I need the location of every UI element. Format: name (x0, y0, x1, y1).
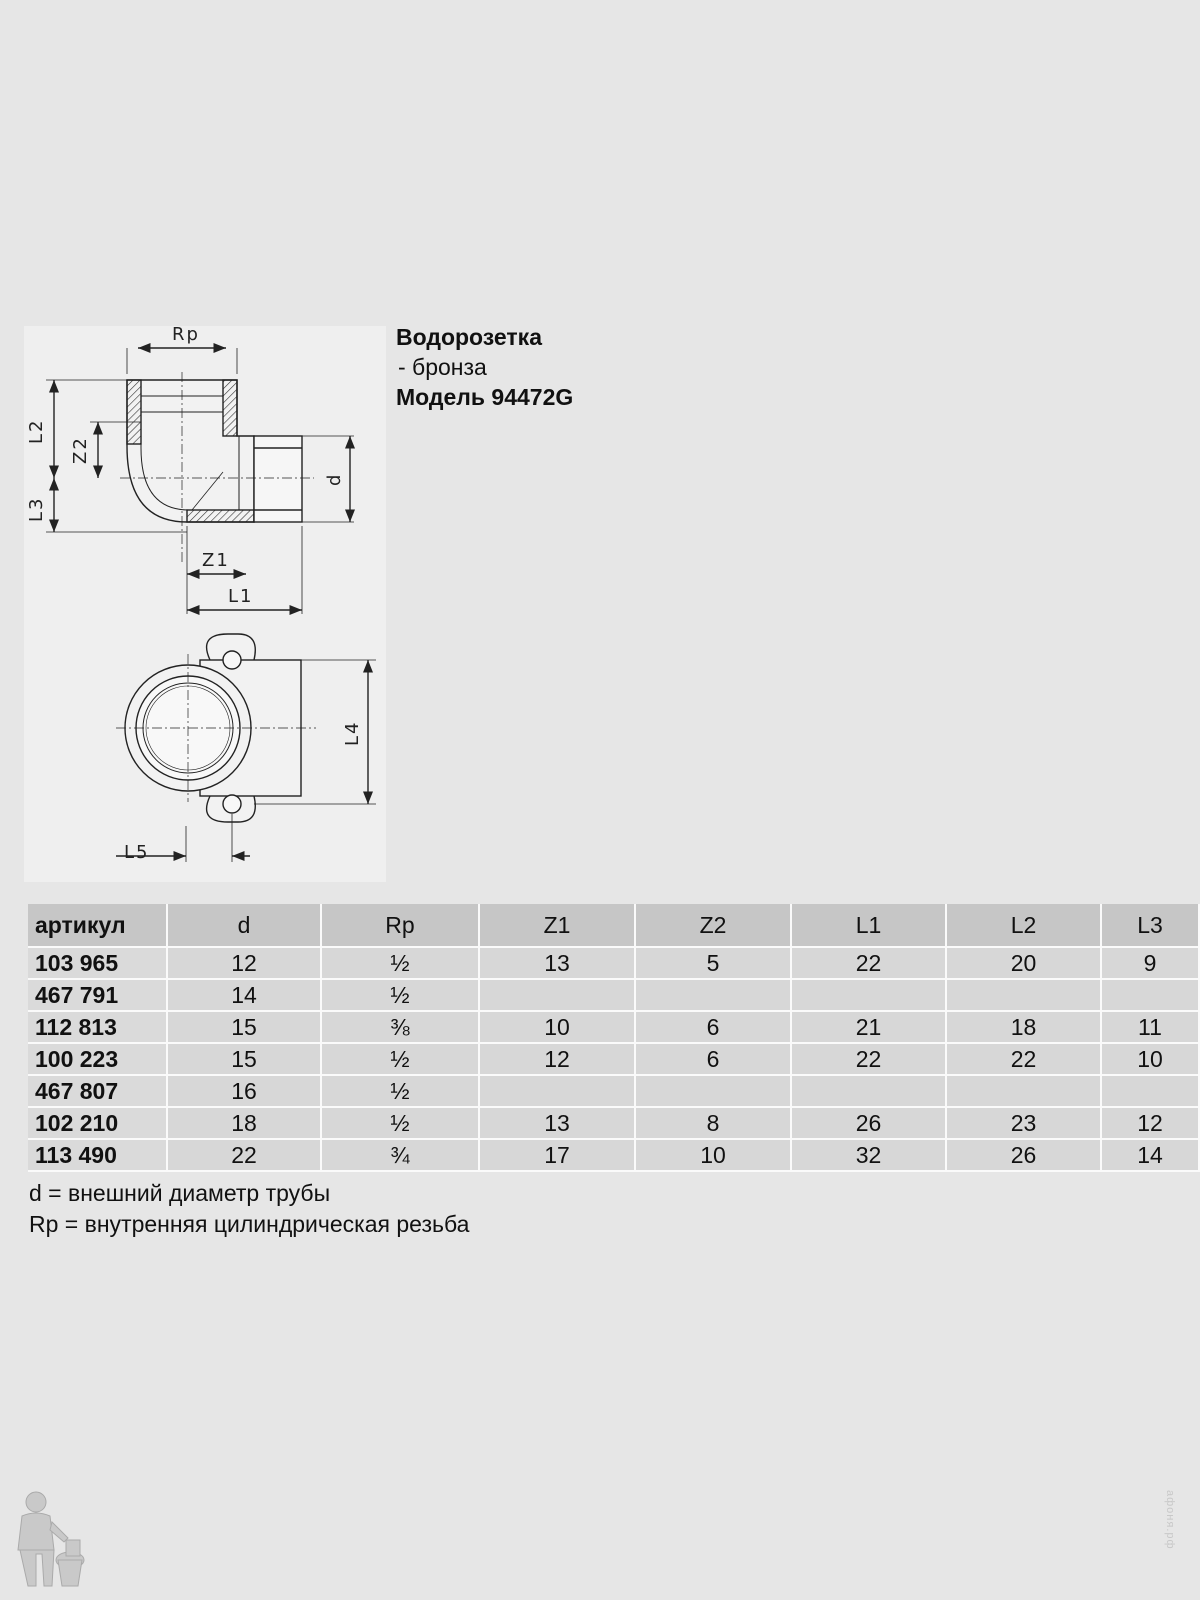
value-cell-rp: ½ (322, 948, 480, 980)
value-cell-z2 (636, 1076, 792, 1108)
value-cell-l1 (792, 980, 947, 1012)
value-cell-z1: 12 (480, 1044, 636, 1076)
dim-l3-label: L3 (26, 496, 47, 522)
header-cell-article: артикул (28, 904, 168, 948)
value-cell-z1: 13 (480, 1108, 636, 1140)
value-cell-l3: 12 (1102, 1108, 1200, 1140)
table-header-row (28, 904, 1200, 948)
value-cell-rp: ½ (322, 1076, 480, 1108)
value-cell-l2: 20 (947, 948, 1102, 980)
value-cell-l2: 23 (947, 1108, 1102, 1140)
legend-d-note: d = внешний диаметр трубы (29, 1180, 331, 1206)
dim-z1-label: Z1 (202, 550, 230, 571)
dim-rp-label: Rp (172, 326, 200, 345)
article-cell: 102 210 (28, 1108, 168, 1140)
value-cell-l1: 26 (792, 1108, 947, 1140)
watermark: афоня.рф (1164, 1490, 1176, 1550)
value-cell-l3 (1102, 1076, 1200, 1108)
value-cell-l2: 22 (947, 1044, 1102, 1076)
table-row (28, 1108, 1200, 1140)
table-row (28, 1012, 1200, 1044)
value-cell-l1: 21 (792, 1012, 947, 1044)
value-cell-d: 15 (168, 1012, 322, 1044)
value-cell-z1: 10 (480, 1012, 636, 1044)
dim-l2-label: L2 (26, 418, 47, 444)
value-cell-z2: 8 (636, 1108, 792, 1140)
header-cell-rp: Rp (322, 904, 480, 948)
header-cell-l2: L2 (947, 904, 1102, 948)
article-cell: 100 223 (28, 1044, 168, 1076)
product-title-block (396, 322, 573, 412)
table-row (28, 980, 1200, 1012)
technical-drawing (24, 326, 386, 882)
header-cell-l3: L3 (1102, 904, 1200, 948)
value-cell-z2 (636, 980, 792, 1012)
value-cell-d: 12 (168, 948, 322, 980)
value-cell-l3: 10 (1102, 1044, 1200, 1076)
value-cell-z1 (480, 980, 636, 1012)
article-cell: 103 965 (28, 948, 168, 980)
value-cell-d: 14 (168, 980, 322, 1012)
article-cell: 467 791 (28, 980, 168, 1012)
product-material: - бронза (398, 354, 487, 380)
value-cell-l3: 9 (1102, 948, 1200, 980)
header-cell-d: d (168, 904, 322, 948)
value-cell-l1 (792, 1076, 947, 1108)
value-cell-rp: ½ (322, 1044, 480, 1076)
table-row (28, 1140, 1200, 1172)
value-cell-l3 (1102, 980, 1200, 1012)
value-cell-rp: ⅜ (322, 1012, 480, 1044)
value-cell-d: 16 (168, 1076, 322, 1108)
value-cell-rp: ½ (322, 980, 480, 1012)
value-cell-rp: ¾ (322, 1140, 480, 1172)
value-cell-z2: 10 (636, 1140, 792, 1172)
dim-l5-label: L5 (124, 842, 150, 863)
article-cell: 467 807 (28, 1076, 168, 1108)
value-cell-z2: 5 (636, 948, 792, 980)
value-cell-z1 (480, 1076, 636, 1108)
product-name: Водорозетка (396, 324, 542, 350)
dim-l1-label: L1 (228, 586, 254, 607)
table-row (28, 1076, 1200, 1108)
value-cell-l3: 11 (1102, 1012, 1200, 1044)
value-cell-d: 22 (168, 1140, 322, 1172)
value-cell-z2: 6 (636, 1044, 792, 1076)
header-cell-l1: L1 (792, 904, 947, 948)
legend (29, 1178, 469, 1240)
value-cell-z2: 6 (636, 1012, 792, 1044)
dim-d-label: d (324, 472, 345, 486)
header-cell-z2: Z2 (636, 904, 792, 948)
value-cell-z1: 17 (480, 1140, 636, 1172)
spec-table (28, 904, 1200, 1172)
value-cell-l2: 26 (947, 1140, 1102, 1172)
table-row (28, 948, 1200, 980)
plumber-mascot-icon (6, 1488, 86, 1592)
value-cell-l2 (947, 1076, 1102, 1108)
value-cell-l3: 14 (1102, 1140, 1200, 1172)
value-cell-l1: 32 (792, 1140, 947, 1172)
product-model: Модель 94472G (396, 384, 574, 410)
value-cell-l2 (947, 980, 1102, 1012)
article-cell: 112 813 (28, 1012, 168, 1044)
table-row (28, 1044, 1200, 1076)
value-cell-l1: 22 (792, 1044, 947, 1076)
fitting-drawing (24, 326, 386, 882)
value-cell-d: 18 (168, 1108, 322, 1140)
header-cell-z1: Z1 (480, 904, 636, 948)
value-cell-l1: 22 (792, 948, 947, 980)
value-cell-z1: 13 (480, 948, 636, 980)
dim-z2-label: Z2 (70, 436, 91, 464)
legend-rp-note: Rp = внутренняя цилиндрическая резьба (29, 1211, 470, 1237)
dim-l4-label: L4 (342, 720, 363, 746)
value-cell-l2: 18 (947, 1012, 1102, 1044)
value-cell-rp: ½ (322, 1108, 480, 1140)
table-body (28, 948, 1200, 1172)
article-cell: 113 490 (28, 1140, 168, 1172)
value-cell-d: 15 (168, 1044, 322, 1076)
